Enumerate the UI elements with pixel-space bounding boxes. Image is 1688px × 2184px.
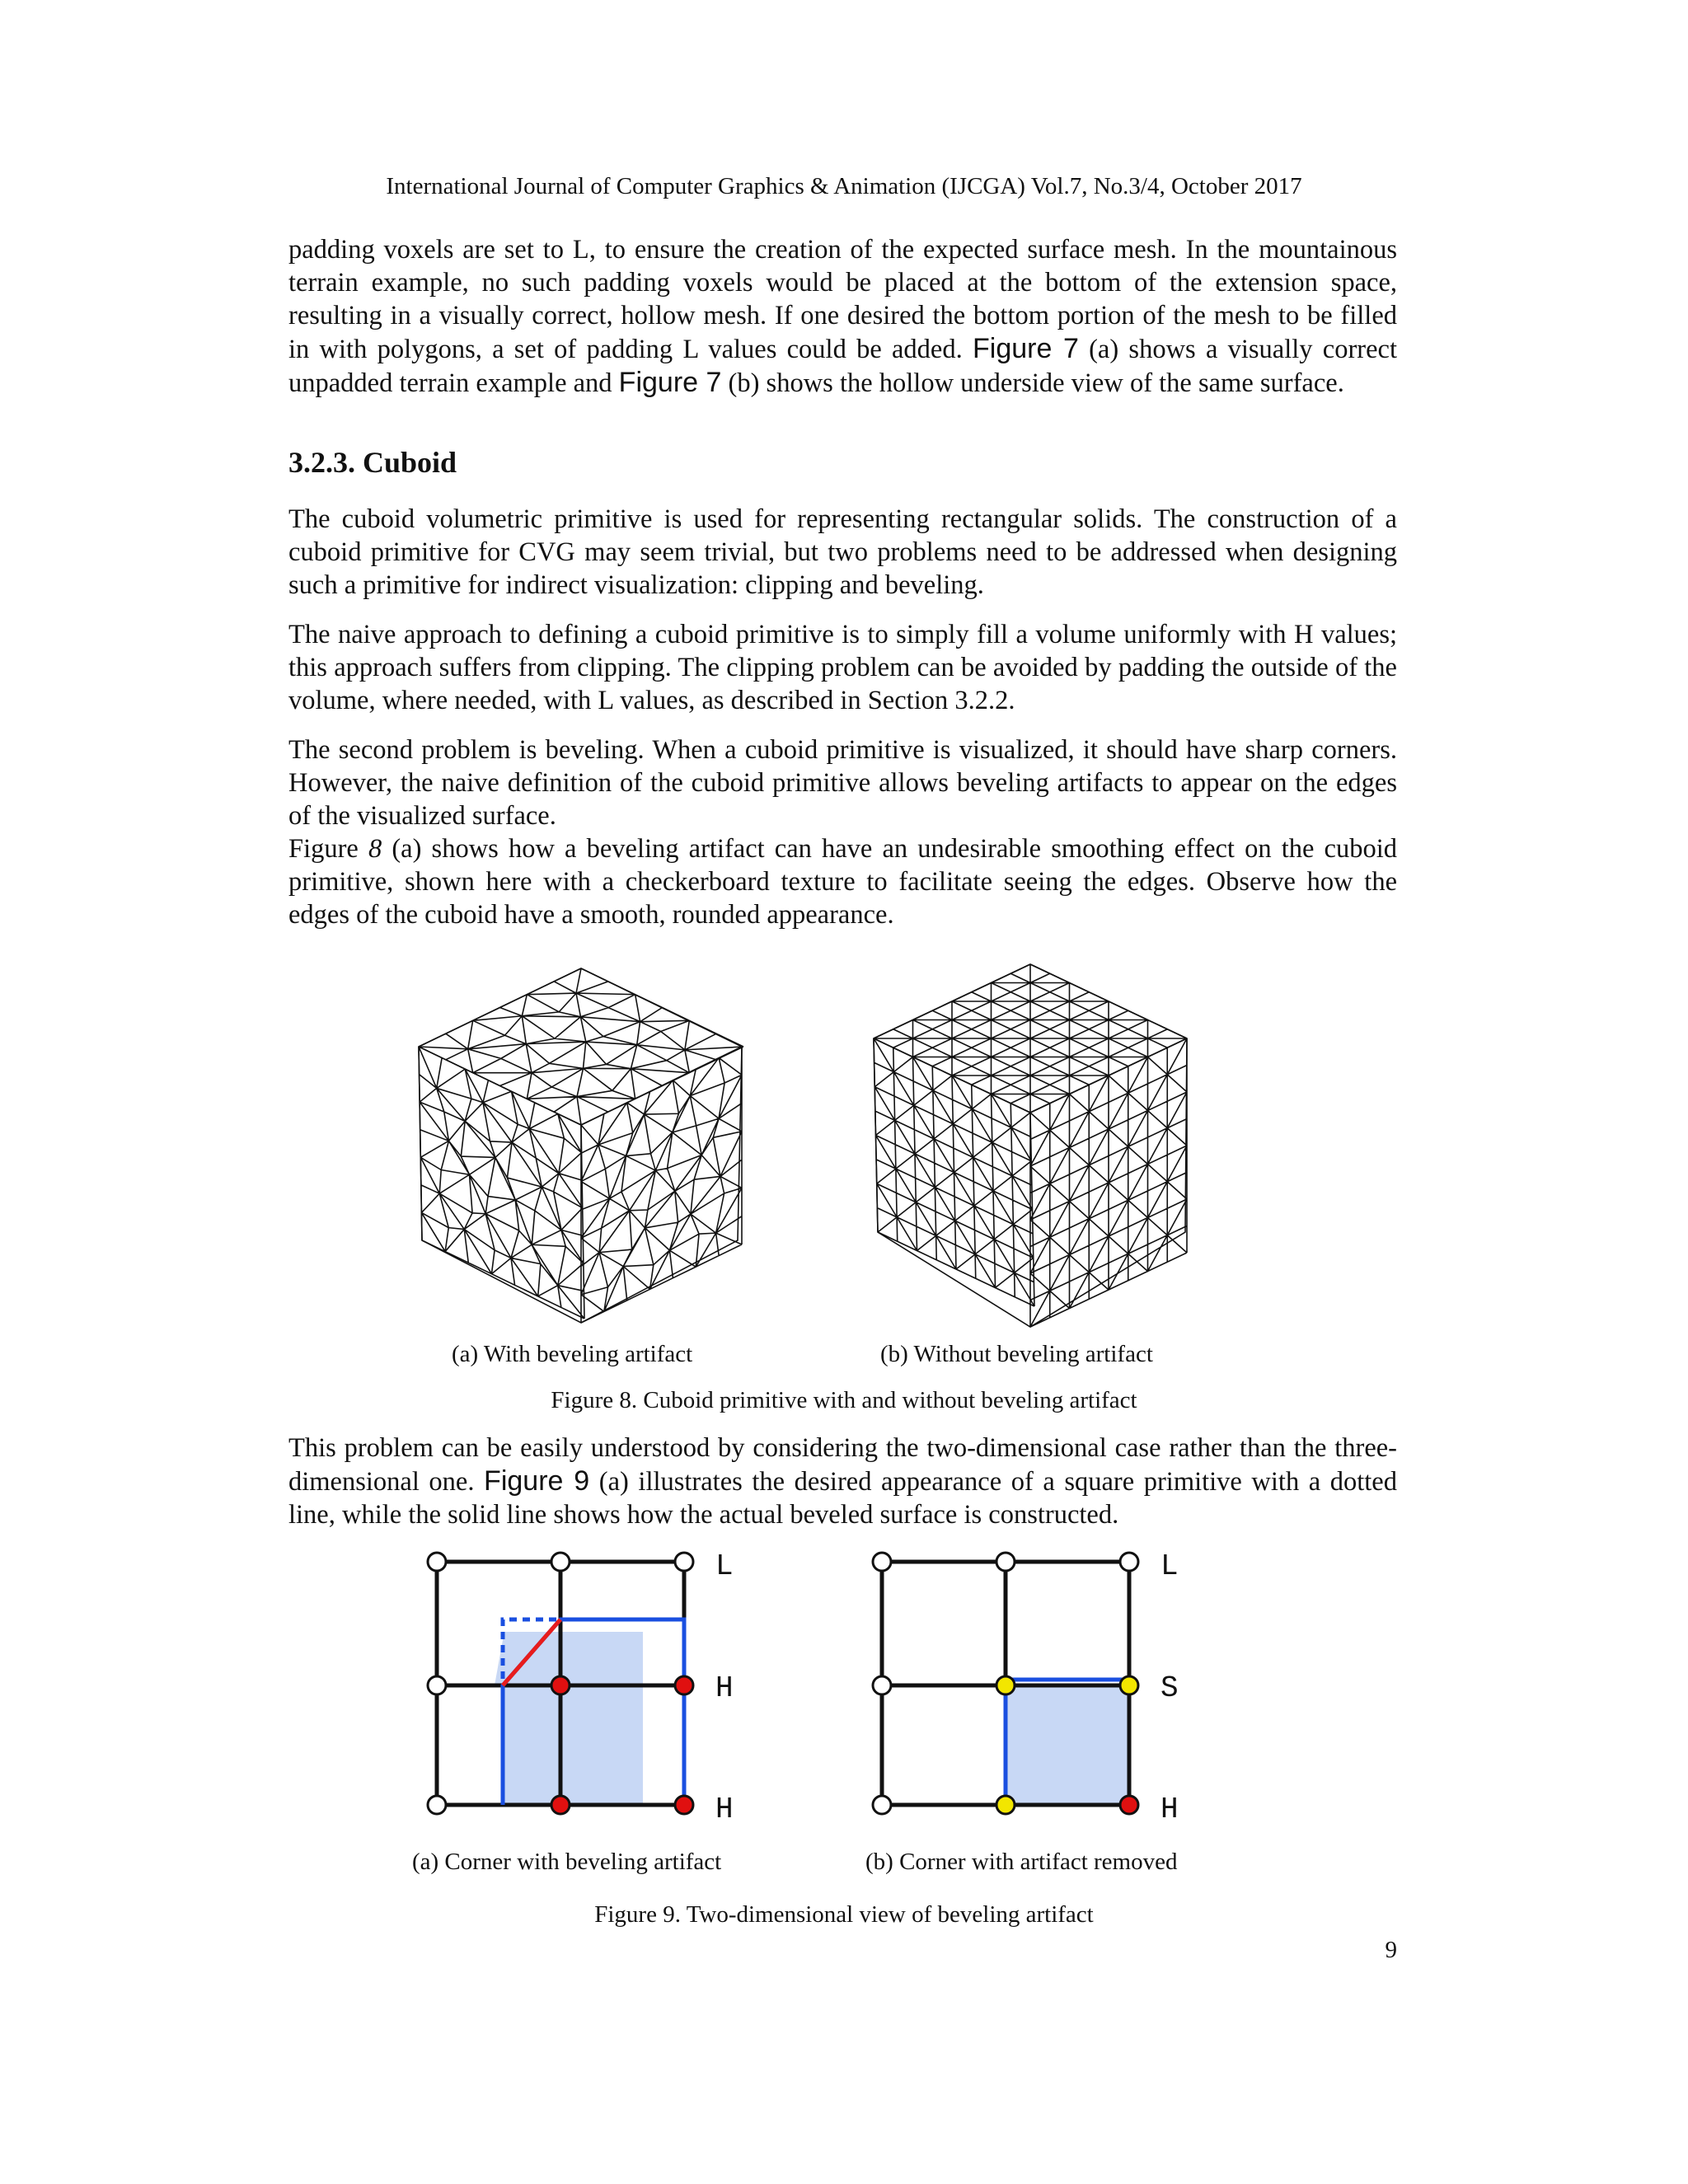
paragraph-two-dimensional: This problem can be easily understood by considering the two-dimensional case rather than the three-dimensional one. Figure 9 (a) illustrates the desired appearance of a square primitive with a dotted line, while the solid line shows how the actual beveled surface is constructed. [288,1433,1397,1530]
grid-node-high [1120,1796,1138,1814]
cube-without-bevel-figure [865,956,1195,1335]
figure8-caption-a: (a) With beveling artifact [452,1341,693,1367]
row-label: H [1160,1793,1179,1826]
paragraph-beveling: The second problem is beveling. When a cuboid primitive is visualized, it should have sharp corners. However, the naive definition of the cuboid primitive allows beveling artifacts to appear on the edges of the visualized surface. Figure 8 (a) shows how a beveling artifact can have an undesirable smoothing effect on the cuboid primitive, shown here with a checkerboard texture to facilitate seeing the edges. Observe how the edges of the cuboid have a smooth, rounded appearance. [288,735,1397,930]
corner-bevel-diagram [420,1549,767,1830]
paragraph-clipping: The naive approach to defining a cuboid primitive is to simply fill a volume uniformly with H values; this approach suffers from clipping. The clipping problem can be avoided by padding the outside of the volume, where needed, with L values, as described in Section 3.2.2. [288,620,1397,715]
cube-a-right-face [581,1047,742,1323]
grid-node-empty [428,1553,446,1571]
cube-b-top-face [874,964,1187,1113]
grid-node-high [551,1676,570,1694]
corrected-fill [1006,1685,1129,1805]
row-label: L [1160,1549,1179,1583]
grid-node-empty [873,1676,891,1694]
figure9-caption: Figure 9. Two-dimensional view of beveling artifact [594,1901,1094,1928]
paragraph-padding: padding voxels are set to L, to ensure the creation of the expected surface mesh. In the mountainous terrain example, no such padding voxels would be placed at the bottom of the extension space, resulting in a visually correct, hollow mesh. If one desired the bottom portion of the mesh to be filled in with polygons, a set of padding L values could be added. Figure 7 (a) shows a visually correct unpadded terrain example and Figure 7 (b) shows the hollow underside view of the same surface. [288,235,1397,398]
row-label: L [715,1549,734,1583]
figure-ref[interactable]: Figure 7 [618,367,722,398]
beveled-fill [503,1632,643,1805]
grid-node-empty [1120,1553,1138,1571]
grid-node-empty [996,1553,1015,1571]
figure8-caption-b: (b) Without beveling artifact [880,1341,1153,1367]
grid-node-empty [873,1796,891,1814]
figure-ref[interactable]: Figure 7 [973,333,1079,364]
section-heading: 3.2.3. Cuboid [288,446,457,479]
row-label: H [715,1671,734,1705]
cube-a-left-face [419,1047,584,1319]
page-number: 9 [1385,1937,1397,1963]
grid-node-surface [996,1676,1015,1694]
cube-b-left-face [874,1038,1034,1306]
figure-ref[interactable]: Figure 9 [484,1465,590,1497]
figure9-caption-b: (b) Corner with artifact removed [865,1849,1178,1875]
cube-a-outline [419,968,742,1323]
figure-ref[interactable]: Figure 8 [288,834,382,864]
row-label: H [715,1793,734,1826]
grid-node-high [675,1676,693,1694]
cube-with-bevel-figure [412,956,750,1335]
grid-node-empty [428,1796,446,1814]
figure8-caption: Figure 8. Cuboid primitive with and without beveling artifact [551,1387,1137,1413]
journal-header: International Journal of Computer Graphics & Animation (IJCGA) Vol.7, No.3/4, October 2017 [386,173,1302,199]
figure9-caption-a: (a) Corner with beveling artifact [412,1849,722,1875]
grid-node-surface [996,1796,1015,1814]
grid-node-empty [675,1553,693,1571]
grid-node-surface [1120,1676,1138,1694]
row-label: S [1160,1671,1179,1705]
grid-node-empty [873,1553,891,1571]
cube-a-top-face [419,968,743,1125]
corner-fixed-diagram [865,1549,1212,1830]
grid-node-empty [551,1553,570,1571]
grid-node-high [551,1796,570,1814]
cube-b-right-face [1030,1038,1187,1327]
grid-node-empty [428,1676,446,1694]
paragraph-cuboid-intro: The cuboid volumetric primitive is used for representing rectangular solids. The construction of a cuboid primitive for CVG may seem trivial, but two problems need to be addressed when designing such a primitive for indirect visualization: clipping and beveling. [288,504,1397,600]
grid-node-high [675,1796,693,1814]
